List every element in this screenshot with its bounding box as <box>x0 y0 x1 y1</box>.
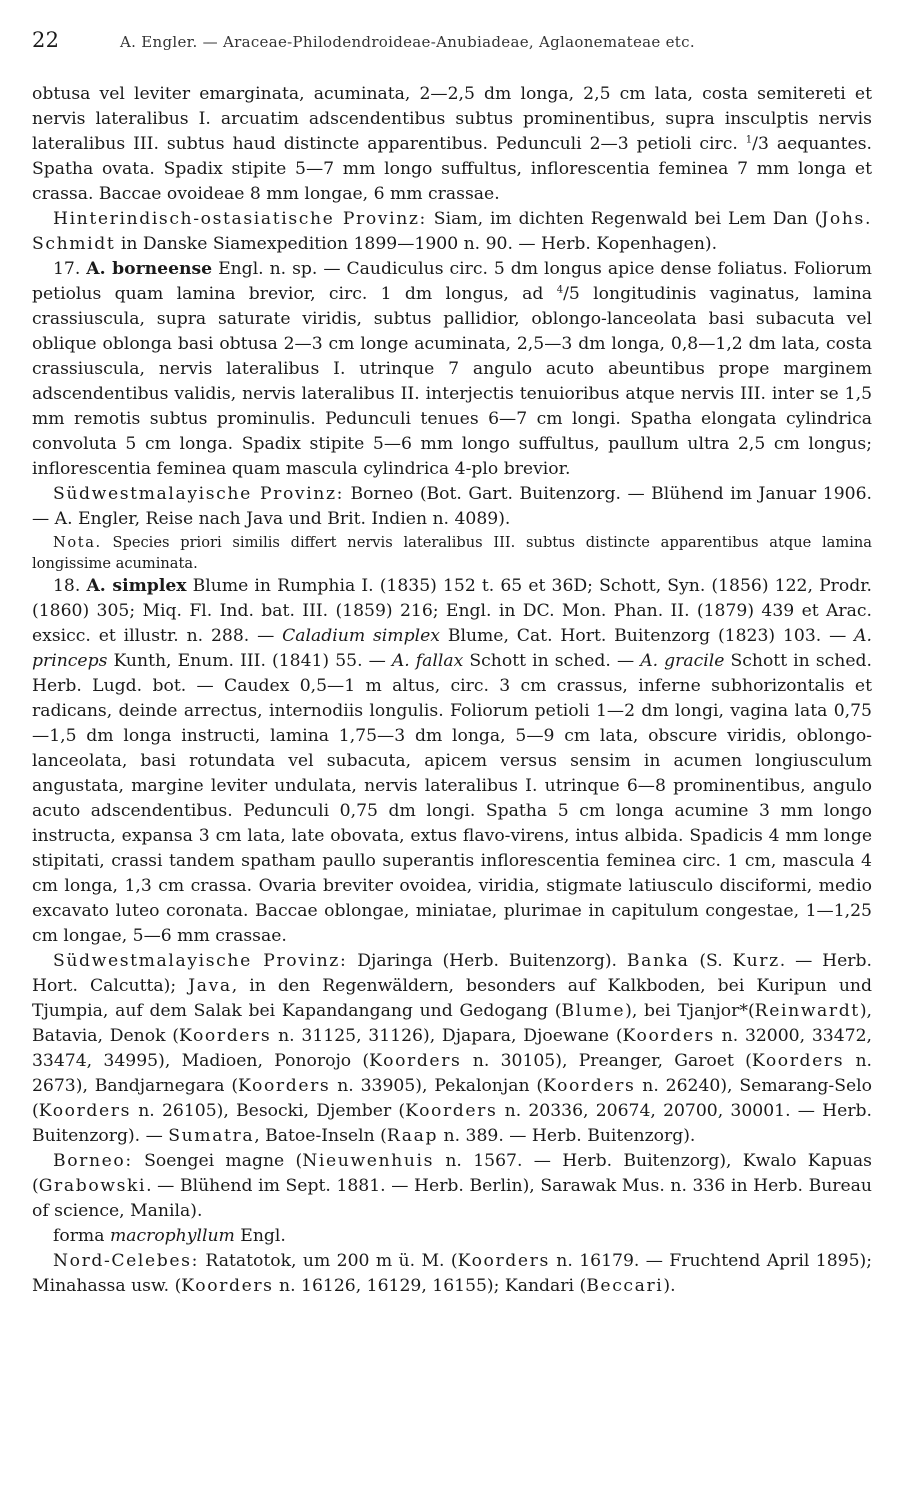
collector-name: Koorders <box>405 1101 498 1121</box>
collector-name: Kurz <box>732 951 780 971</box>
paragraph-distribution-southwest-malaya <box>32 949 872 1149</box>
paragraph-distribution-celebes <box>32 1249 872 1299</box>
collector-name: Johs. Schmidt <box>32 209 873 254</box>
text-run: ), bei Tjanjor*( <box>625 1001 755 1021</box>
text-run: n. 30105), Preanger, Garoet ( <box>461 1051 752 1071</box>
text-run: Species priori similis differt nervis lateralibus III. subtus distincte apparentibus atque lamina longissime acuminata. <box>32 534 872 572</box>
running-title: A. Engler. — Araceae-Philodendroideae-Anubiadeae, Aglaonemateae etc. <box>120 33 695 51</box>
paragraph-distribution-siam <box>32 207 872 257</box>
collector-name: Koorders <box>181 1276 274 1296</box>
nota-label: Nota. <box>53 534 102 551</box>
collector-name: Koorders <box>543 1076 636 1096</box>
text-run: n. 26240), Semarang-Selo ( <box>32 1076 872 1121</box>
page-number: 22 <box>32 28 60 52</box>
text-run: /3 aequantes. Spatha ovata. Spadix stipite 5—7 mm longo suffultus, inflorescentia feminea 7 mm longa et crassa. Baccae ovoideae 8 mm longae, 6 mm crassae. <box>32 134 872 204</box>
species-name: A. borneense <box>86 259 213 279</box>
text-run: n. 389. — Herb. Buitenzorg). <box>438 1126 696 1146</box>
synonym-name: A. princeps <box>32 626 873 671</box>
fraction-numerator: 4 <box>556 284 564 296</box>
collector-name: Koorders <box>238 1076 331 1096</box>
collector-name: Koorders <box>179 1026 272 1046</box>
collector-name: Reinwardt <box>754 1001 860 1021</box>
collector-name: Koorders <box>457 1251 550 1271</box>
text-run: forma <box>53 1226 110 1246</box>
text-run: Djaringa (Herb. Buitenzorg). <box>347 951 627 971</box>
region-name: Java <box>188 976 232 996</box>
text-run: n. 20336, 20674, 20700, 30001. — Herb. Buitenzorg). — <box>32 1101 872 1146</box>
paragraph-species-17 <box>32 257 872 482</box>
text-run: , Batoe-Inseln ( <box>254 1126 387 1146</box>
collector-name: Grabowski <box>38 1176 147 1196</box>
synonym-name: Caladium simplex <box>282 626 440 646</box>
text-run: Schott in sched. Herb. Lugd. bot. — Caudex 0,5—1 m altus, circ. 3 cm crassus, inferne subhorizontalis et radicans, deinde arrectus, internodiis longulis. Foliorum petioli 1—2 dm longi, vagina lata 0,75—1,5 dm longa instructi, lamina 1,75—3 dm longa, 5—9 cm lata, obscure viridis, oblongo-lanceolata, basi rotundata vel subacuta, apicem versus sensim in acumen longiusculum angustata, margine leviter undulata, nervis lateralibus I. utrinque 6—8 prominentibus, angulo acuto adscendentibus. Pedunculi 0,75 dm longi. Spatha 5 cm longa acumine 3 mm longo instructa, expansa 3 cm lata, late obovata, extus flavo-virens, intus albida. Spadicis 4 mm longe stipitati, crassi tandem spatham paullo superantis inflorescentia feminea circ. 1 cm, mascula 4 cm longa, 1,3 cm crassa. Ovaria breviter ovoidea, viridia, stigmate latiusculo disciformi, medio excavato luteo coronata. Baccae oblongae, miniatae, plurimae in capitulum congestae, 1—1,25 cm longae, 5—6 mm crassae. <box>32 651 872 946</box>
text-run: /5 longitudinis vaginatus, lamina crassiuscula, supra saturate viridis, subtus pallidior, oblongo-lanceolata basi subacuta vel oblique oblonga basi obtusa 2—3 cm longe acuminata, 2,5—3 dm longa, 0,8—1,2 dm lata, costa crassiuscula, nervis lateralibus I. utrinque 7 angulo acuto abeuntibus prope marginem adscendentibus validis, nervis lateralibus II. interjectis tenuioribus atque nervis III. inter se 1,5 mm remotis subtus prominulis. Pedunculi tenues 6—7 cm longi. Spatha elongata cylindrica convoluta 5 cm longa. Spadix stipite 5—6 mm longo suffultus, paullum ultra 2,5 cm longus; inflorescentia feminea quam mascula cylindrica 4-plo brevior. <box>32 284 873 479</box>
text-run: Kunth, Enum. III. (1841) 55. — <box>107 651 392 671</box>
text-run: n. 1567. — Herb. Buitenzorg), Kwalo Kapuas ( <box>32 1151 872 1196</box>
text-run: n. 33905), Pekalonjan ( <box>330 1076 544 1096</box>
text-run: n. 2673), Bandjarnegara ( <box>32 1051 872 1096</box>
species-number: 18. <box>53 576 87 596</box>
text-run: Ratatotok, um 200 m ü. M. ( <box>199 1251 458 1271</box>
region-name: Hinterindisch-ostasiatische Provinz: <box>53 209 427 229</box>
synonym-name: A. gracile <box>640 651 725 671</box>
paragraph-species-18 <box>32 574 872 949</box>
forma-name: macrophyllum <box>109 1226 235 1246</box>
region-name: Banka <box>626 951 690 971</box>
text-run: ), Batavia, Denok ( <box>32 1001 872 1046</box>
text-run: ). <box>663 1276 676 1296</box>
text-run: Soengei magne ( <box>132 1151 303 1171</box>
text-run: in Danske Siamexpedition 1899—1900 n. 90. — Herb. Kopenhagen). <box>115 234 718 254</box>
collector-name: Koorders <box>369 1051 462 1071</box>
collector-name: Koorders <box>751 1051 845 1071</box>
fraction-numerator: 1 <box>745 134 753 146</box>
species-name: A. simplex <box>86 576 187 596</box>
text-run: n. 32000, 33472, 33474, 34995), Madioen, Ponorojo ( <box>32 1026 872 1071</box>
text-run: Siam, im dichten Regenwald bei Lem Dan ( <box>426 209 822 229</box>
collector-name: Koorders <box>38 1101 132 1121</box>
text-run: . — Herb. Hort. Calcutta); <box>32 951 872 996</box>
text-run: Schott in sched. — <box>463 651 641 671</box>
paragraph-distribution-borneo-2 <box>32 1149 872 1224</box>
text-run: n. 16126, 16129, 16155); Kandari ( <box>273 1276 587 1296</box>
synonym-name: A. fallax <box>391 651 464 671</box>
collector-name: Beccari <box>586 1276 664 1296</box>
collector-name: Nieuwenhuis <box>302 1151 435 1171</box>
text-run: . — Blühend im Sept. 1881. — Herb. Berlin), Sarawak Mus. n. 336 in Herb. Bureau of science, Manila). <box>32 1176 872 1221</box>
region-name: Sumatra <box>168 1126 255 1146</box>
text-run: Engl. n. sp. — Caudiculus circ. 5 dm longus apice dense foliatus. Foliorum petiolus quam lamina brevior, circ. 1 dm longus, ad <box>32 259 872 304</box>
collector-name: Raap <box>386 1126 439 1146</box>
text-run: , in den Regenwäldern, besonders auf Kalkboden, bei Kuripun und Tjumpia, auf dem Salak bei Kapandangang und Gedogang ( <box>32 976 873 1021</box>
text-run: n. 26105), Besocki, Djember ( <box>131 1101 406 1121</box>
paragraph-nota <box>32 532 872 574</box>
collector-name: Koorders <box>622 1026 715 1046</box>
text-run: Blume in Rumphia I. (1835) 152 t. 65 et 36D; Schott, Syn. (1856) 122, Prodr. (1860) 305; Miq. Fl. Ind. bat. III. (1859) 216; Engl. in DC. Mon. Phan. II. (1879) 439 et Arac. exsicc. et illustr. n. 288. — <box>32 576 872 646</box>
text-run: n. 31125, 31126), Djapara, Djoewane ( <box>271 1026 623 1046</box>
region-name: Nord-Celebes: <box>53 1251 199 1271</box>
text-run: n. 16179. — Fruchtend April 1895); Minahassa usw. ( <box>32 1251 872 1296</box>
running-header <box>32 28 872 62</box>
text-run: Blume, Cat. Hort. Buitenzorg (1823) 103. — <box>439 626 855 646</box>
paragraph-forma <box>32 1224 872 1249</box>
paragraph-continued-description <box>32 82 872 207</box>
text-run: Borneo (Bot. Gart. Buitenzorg. — Blühend im Januar 1906. — A. Engler, Reise nach Java und Brit. Indien n. 4089). <box>32 484 872 529</box>
region-name: Borneo: <box>53 1151 133 1171</box>
region-name: Südwestmalayische Provinz: <box>53 484 345 504</box>
paragraph-distribution-borneo <box>32 482 872 532</box>
species-number: 17. <box>53 259 87 279</box>
region-name: Südwestmalayische Provinz: <box>53 951 348 971</box>
collector-name: Blume <box>561 1001 626 1021</box>
text-run: (S. <box>689 951 733 971</box>
text-run: obtusa vel leviter emarginata, acuminata, 2—2,5 dm longa, 2,5 cm lata, costa semitereti et nervis lateralibus I. arcuatim adscendentibus subtus prominentibus, supra insculptis nervis lateralibus III. subtus haud distincte apparentibus. Pedunculi 2—3 petioli circ. <box>32 84 872 154</box>
text-run: Engl. <box>234 1226 286 1246</box>
